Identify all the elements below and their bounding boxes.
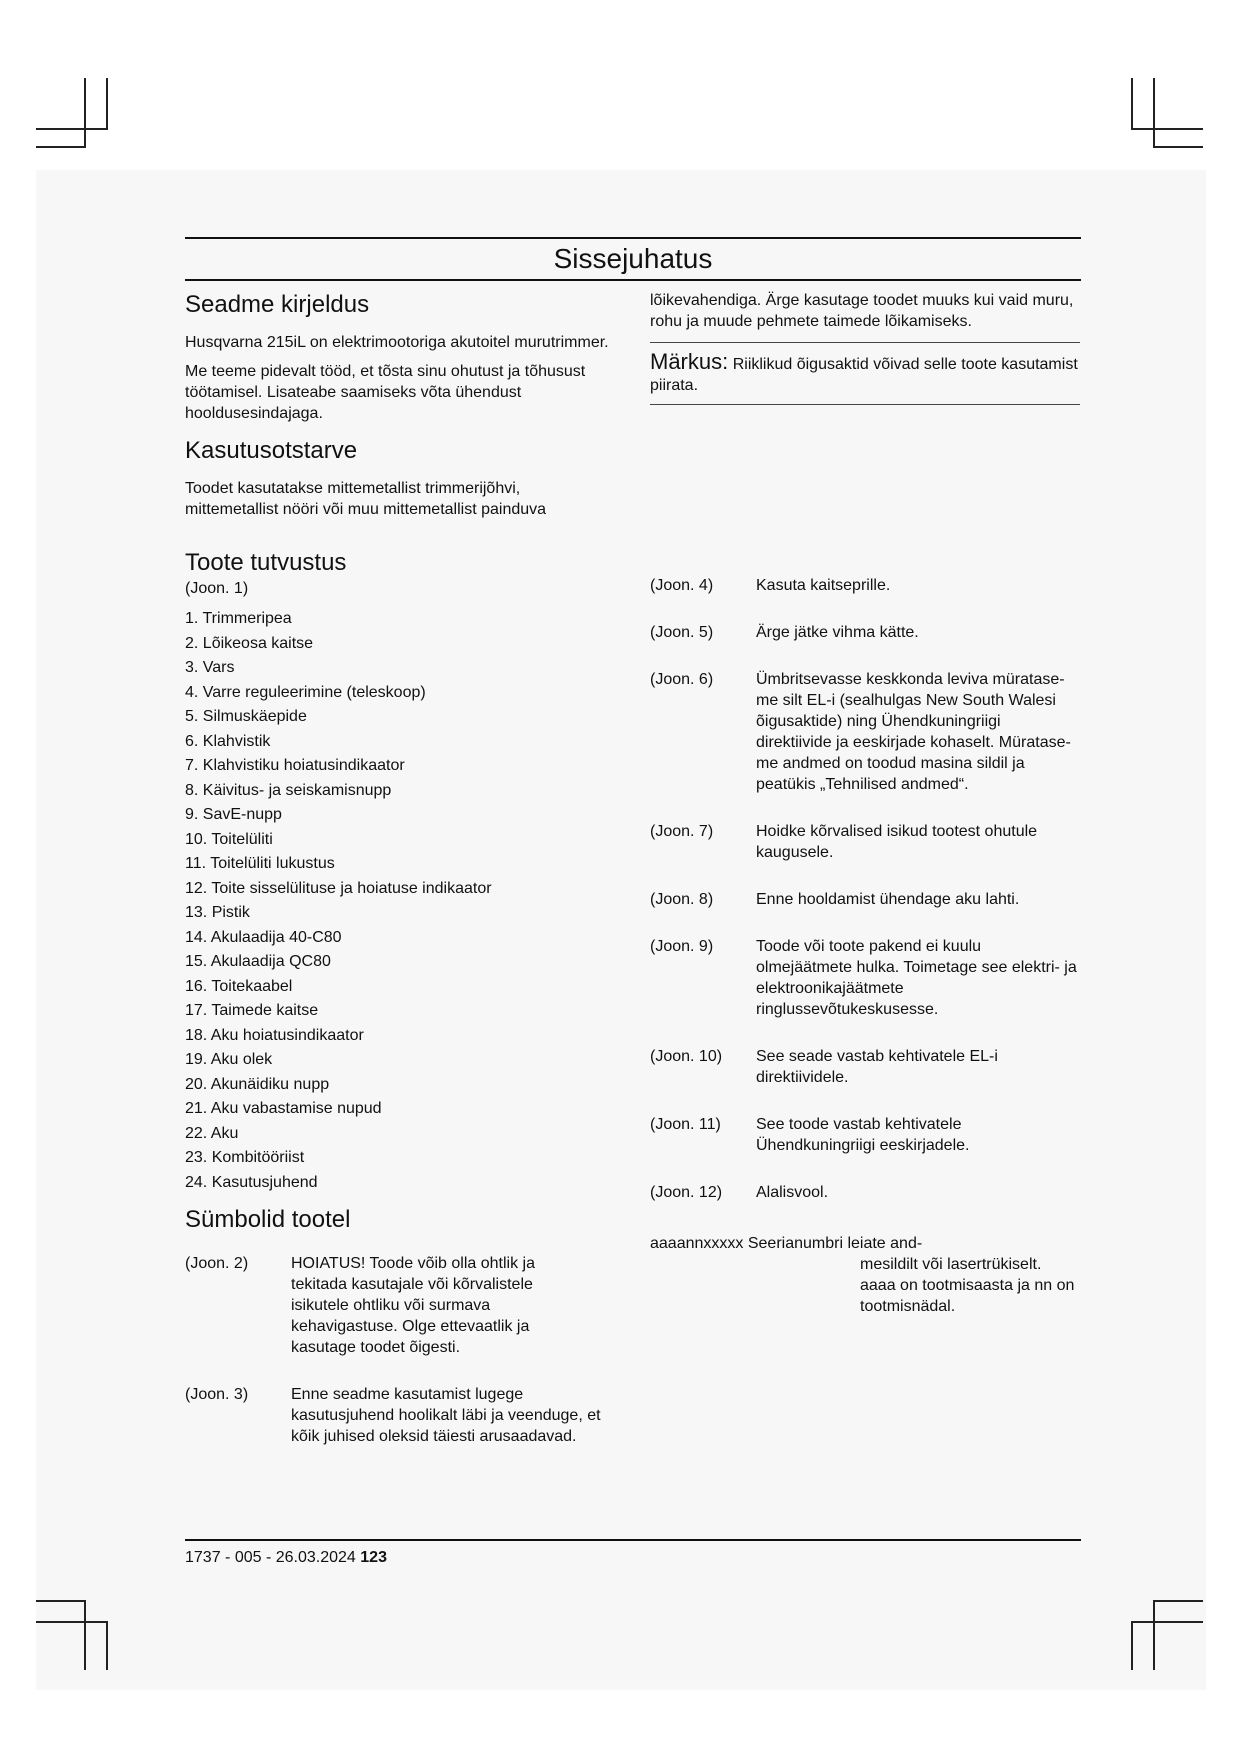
crop-mark	[84, 78, 86, 146]
symbol-ref: (Joon. 10)	[650, 1048, 723, 1065]
list-item: 11. Toitelüliti lukustus	[185, 855, 335, 872]
symbol-text: Ärge jätke vihma kätte.	[756, 624, 919, 641]
symbol-ref: (Joon. 3)	[185, 1386, 249, 1403]
crop-mark	[1131, 1621, 1203, 1623]
symbol-ref: (Joon. 12)	[650, 1184, 723, 1201]
symbol-ref: (Joon. 2)	[185, 1255, 249, 1272]
list-item: 7. Klahvistiku hoiatusindikaator	[185, 757, 405, 774]
symbol-ref: (Joon. 5)	[650, 624, 714, 641]
crop-mark	[1131, 128, 1203, 130]
symbol-entry	[650, 889, 1080, 910]
symbol-entry	[650, 936, 1080, 1020]
crop-mark	[36, 146, 86, 148]
crop-mark	[1153, 78, 1155, 146]
footer-rule	[185, 1539, 1081, 1541]
page-number: 123	[360, 1549, 387, 1566]
parts-list	[185, 607, 615, 1195]
list-item: 1. Trimmeripea	[185, 610, 292, 627]
paragraph: Toodet kasutatakse mittemetallist trimmerijõhvi, mittemetallist nööri või muu mittemetallist painduva	[185, 480, 547, 518]
symbol-entry	[650, 1046, 1080, 1088]
list-item: 20. Akunäidiku nupp	[185, 1075, 330, 1093]
symbol-text: Alalisvool.	[756, 1184, 829, 1201]
list-item: 6. Klahvistik	[185, 732, 271, 750]
list-item: 12. Toite sisselülituse ja hoiatuse indikaator	[185, 879, 492, 897]
symbol-ref: (Joon. 11)	[650, 1116, 721, 1133]
symbol-text: See seade vastab kehtivatele EL-i direktiividele.	[756, 1048, 998, 1086]
list-item: 15. Akulaadija QC80	[185, 953, 331, 970]
serial-code: aaaannxxxxx	[650, 1235, 744, 1252]
crop-mark	[36, 1621, 108, 1623]
symbol-entry	[650, 1182, 1080, 1203]
symbol-ref: (Joon. 4)	[650, 577, 714, 594]
crop-mark	[1153, 1600, 1155, 1670]
symbol-text: Enne hooldamist ühendage aku lahti.	[756, 891, 1020, 908]
crop-mark	[1131, 78, 1133, 130]
symbol-text: Ümbritsevasse keskkonda leviva mürataseme silt EL-i (sealhulgas New South Walesi õigusaktide) ning Ühendkuningriigi direktiivide ja eeskirjade kohaselt. Mürataseme andmed on toodud masina sildil ja peatükis „Tehnilised andmed“.	[756, 671, 1071, 793]
left-column	[185, 290, 615, 1447]
crop-mark	[36, 1600, 86, 1602]
list-item: 16. Toitekaabel	[185, 977, 293, 995]
section-heading-symbols: Sümbolid tootel	[185, 1206, 351, 1233]
list-item: 10. Toitelüliti	[185, 830, 273, 848]
section-heading-overview: Toote tutvustus	[185, 549, 347, 576]
list-item: 14. Akulaadija 40-C80	[185, 928, 342, 946]
list-item: 5. Silmuskäepide	[185, 708, 307, 725]
document-reference: 1737 - 005 - 26.03.2024	[185, 1549, 356, 1566]
paragraph: Me teeme pidevalt tööd, et tõsta sinu ohutust ja tõhusust töötamisel. Lisateabe saamiseks võta ühendust hooldusesindajaga.	[185, 363, 586, 422]
note-box	[650, 342, 1080, 405]
list-item: 23. Kombitööriist	[185, 1149, 305, 1166]
serial-text: Seerianumbri leiate and-	[747, 1235, 923, 1252]
list-item: 4. Varre reguleerimine (teleskoop)	[185, 683, 426, 701]
symbol-text: Hoidke kõrvalised isikud tootest ohutule kaugusele.	[756, 823, 1038, 861]
crop-mark	[106, 1621, 108, 1670]
spacer	[650, 405, 1080, 575]
crop-mark	[36, 128, 108, 130]
crop-mark	[1153, 1600, 1203, 1602]
symbol-text: HOIATUS! Toode võib olla ohtlik ja tekitada kasutajale või kõrvalistele isikutele ohtliku või surmava kehavigastuse. Olge ettevaatlik ja kasutage toodet õigesti.	[291, 1255, 535, 1356]
crop-mark	[1153, 146, 1203, 148]
section-heading-intended-use: Kasutusotstarve	[185, 437, 358, 464]
symbol-entry	[185, 1384, 615, 1447]
list-item: 19. Aku olek	[185, 1051, 273, 1068]
list-item: 24. Kasutusjuhend	[185, 1173, 318, 1191]
symbol-text: Enne seadme kasutamist lugege kasutusjuhend hoolikalt läbi ja veenduge, et kõik juhised oleksid täiesti arusaadavad.	[291, 1386, 601, 1445]
symbol-entry	[650, 575, 1080, 596]
list-item: 17. Taimede kaitse	[185, 1002, 319, 1019]
list-item: 21. Aku vabastamise nupud	[185, 1100, 382, 1117]
right-column	[650, 290, 1080, 1317]
list-item: 8. Käivitus- ja seiskamisnupp	[185, 781, 392, 799]
section-heading-description: Seadme kirjeldus	[185, 291, 370, 318]
symbol-ref: (Joon. 9)	[650, 938, 714, 955]
list-item: 9. SavE-nupp	[185, 806, 282, 823]
list-item: 2. Lõikeosa kaitse	[185, 634, 314, 652]
symbol-text: Toode või toote pakend ei kuulu olmejäätmete hulka. Toimetage see elektri- ja elektroonikajäätmete ringlussevõtukeskusesse.	[756, 938, 1077, 1018]
crop-mark	[1131, 1621, 1133, 1670]
note-text: Riiklikud õigusaktid võivad selle toote kasutamist piirata.	[650, 356, 1078, 394]
list-item: 3. Vars	[185, 659, 235, 676]
serial-text-rest: mesildilt või lasertrükiselt. aaaa on tootmisaasta ja nn on tootmisnädal.	[860, 1256, 1075, 1315]
symbol-text: Kasuta kaitseprille.	[756, 577, 891, 594]
paragraph: Husqvarna 215iL on elektrimootoriga akutoitel murutrimmer.	[185, 334, 609, 351]
paragraph: lõikevahendiga. Ärge kasutage toodet muuks kui vaid muru, rohu ja muude pehmete taimede lõikamiseks.	[650, 292, 1074, 330]
symbol-ref: (Joon. 6)	[650, 671, 714, 688]
symbol-entry	[650, 821, 1080, 863]
page-title: Sissejuhatus	[185, 237, 1081, 281]
symbol-text: See toode vastab kehtivatele Ühendkuningriigi eeskirjadele.	[756, 1116, 970, 1154]
symbol-entry	[185, 1253, 615, 1358]
figure-reference: (Joon. 1)	[185, 580, 249, 597]
serial-note	[650, 1233, 1080, 1317]
footer	[185, 1548, 387, 1568]
symbol-ref: (Joon. 8)	[650, 891, 714, 908]
list-item: 18. Aku hoiatusindikaator	[185, 1026, 364, 1044]
symbol-ref: (Joon. 7)	[650, 823, 714, 840]
symbol-entry	[650, 622, 1080, 643]
crop-mark	[84, 1600, 86, 1670]
list-item: 22. Aku	[185, 1124, 239, 1142]
note-label: Märkus:	[650, 349, 729, 374]
symbol-entry	[650, 1114, 1080, 1156]
list-item: 13. Pistik	[185, 904, 250, 921]
symbol-entry	[650, 669, 1080, 795]
crop-mark	[106, 78, 108, 130]
